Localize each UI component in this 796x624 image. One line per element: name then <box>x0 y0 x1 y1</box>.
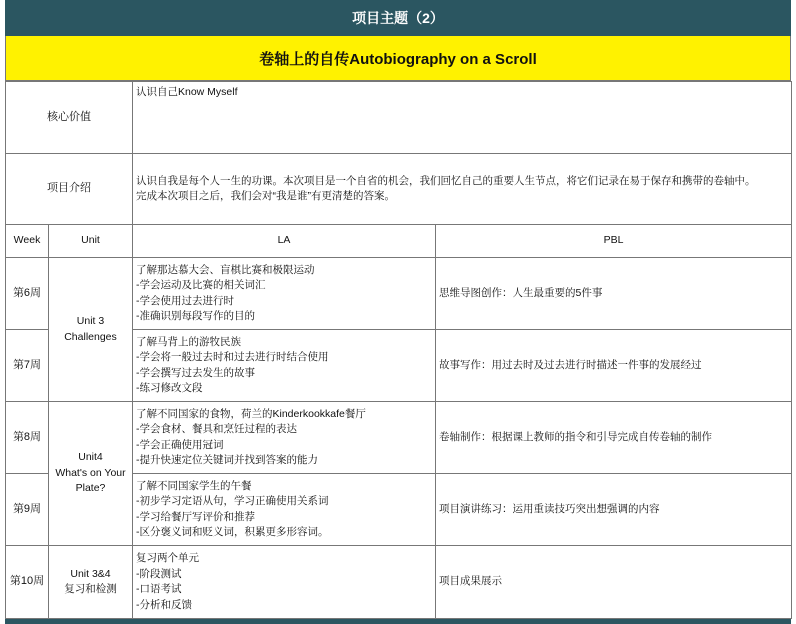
la-line: -学会食材、餐具和烹饪过程的表达 <box>136 423 297 435</box>
intro-line: 认识自我是每个人一生的功课。本次项目是一个自省的机会，我们回忆自己的重要人生节点，将它们记录在易于保存和携带的卷轴中。 <box>136 174 756 187</box>
la-line: -练习修改文段 <box>136 382 203 394</box>
unit-line: 复习和检测 <box>64 583 117 595</box>
intro-row <box>6 154 792 225</box>
unit-cell <box>49 258 133 402</box>
core-value-text <box>133 82 792 154</box>
intro-line: 完成本次项目之后，我们会对“我是谁”有更清楚的答案。 <box>136 190 395 202</box>
col-header-la: LA <box>133 225 436 258</box>
la-line: -提升快速定位关键词并找到答案的能力 <box>136 454 318 466</box>
week-row <box>6 402 792 474</box>
la-line: -口语考试 <box>136 583 182 595</box>
col-header-pbl: PBL <box>436 225 792 258</box>
la-line: -学会运动及比赛的相关词汇 <box>136 279 266 291</box>
unit-line: Challenges <box>64 330 117 343</box>
project-title: 卷轴上的自传Autobiography on a Scroll <box>259 50 537 68</box>
project-theme-title: 项目主题（2） <box>352 10 444 26</box>
col-header-week: Week <box>6 225 49 258</box>
la-cell <box>133 402 436 474</box>
week-cell: 第7周 <box>6 330 49 402</box>
footer-band <box>5 619 791 624</box>
col-header-unit: Unit <box>49 225 133 258</box>
week-row <box>6 546 792 619</box>
unit-line: Unit 3 <box>76 315 105 327</box>
pbl-cell: 项目成果展示 <box>436 546 792 619</box>
column-header-row <box>6 225 792 258</box>
unit-line: Unit 3&4 <box>70 567 111 580</box>
core-value-line: 认识自己Know Myself <box>136 86 238 98</box>
week-cell: 第6周 <box>6 258 49 330</box>
week-cell: 第10周 <box>6 546 49 619</box>
la-line: 了解马背上的游牧民族 <box>136 335 241 348</box>
core-value-row <box>6 82 792 154</box>
project-theme-header <box>5 0 791 36</box>
la-line: 了解那达慕大会、盲棋比赛和极限运动 <box>136 263 315 276</box>
la-line: -准确识别每段写作的目的 <box>136 310 255 322</box>
la-line: 了解不同国家学生的午餐 <box>136 479 252 492</box>
la-line: -初步学习定语从句，学习正确使用关系词 <box>136 495 329 507</box>
la-line: -区分褒义词和贬义词，积累更多形容词。 <box>136 526 329 538</box>
la-line: -学会撰写过去发生的故事 <box>136 366 255 379</box>
week-row <box>6 258 792 330</box>
pbl-cell: 故事写作：用过去时及过去进行时描述一件事的发展经过 <box>436 330 792 402</box>
unit-cell <box>49 402 133 546</box>
la-line: -分析和反馈 <box>136 598 192 611</box>
la-cell <box>133 258 436 330</box>
intro-label: 项目介绍 <box>6 154 133 225</box>
la-line: -阶段测试 <box>136 567 182 580</box>
unit-line: Plate? <box>75 482 106 495</box>
week-cell: 第8周 <box>6 402 49 474</box>
plan-table <box>5 81 792 619</box>
unit-cell <box>49 546 133 619</box>
project-title-banner <box>5 36 791 81</box>
pbl-cell: 思维导图创作：人生最重要的5件事 <box>436 258 792 330</box>
la-line: 了解不同国家的食物，荷兰的Kinderkookkafe餐厅 <box>136 407 366 420</box>
la-cell <box>133 330 436 402</box>
unit-line: What's on Your <box>55 466 126 479</box>
week-cell: 第9周 <box>6 474 49 546</box>
la-line: -学习给餐厅写评价和推荐 <box>136 510 255 523</box>
pbl-cell: 项目演讲练习：运用重读技巧突出想强调的内容 <box>436 474 792 546</box>
la-line: -学会将一般过去时和过去进行时结合使用 <box>136 351 329 363</box>
la-line: -学会使用过去进行时 <box>136 294 234 307</box>
pbl-cell: 卷轴制作：根据课上教师的指令和引导完成自传卷轴的制作 <box>436 402 792 474</box>
la-line: -学会正确使用冠词 <box>136 438 224 451</box>
la-cell <box>133 546 436 619</box>
intro-text <box>133 154 792 225</box>
unit-line: Unit4 <box>78 451 103 464</box>
core-value-label: 核心价值 <box>6 82 133 154</box>
la-line: 复习两个单元 <box>136 552 199 564</box>
la-cell <box>133 474 436 546</box>
